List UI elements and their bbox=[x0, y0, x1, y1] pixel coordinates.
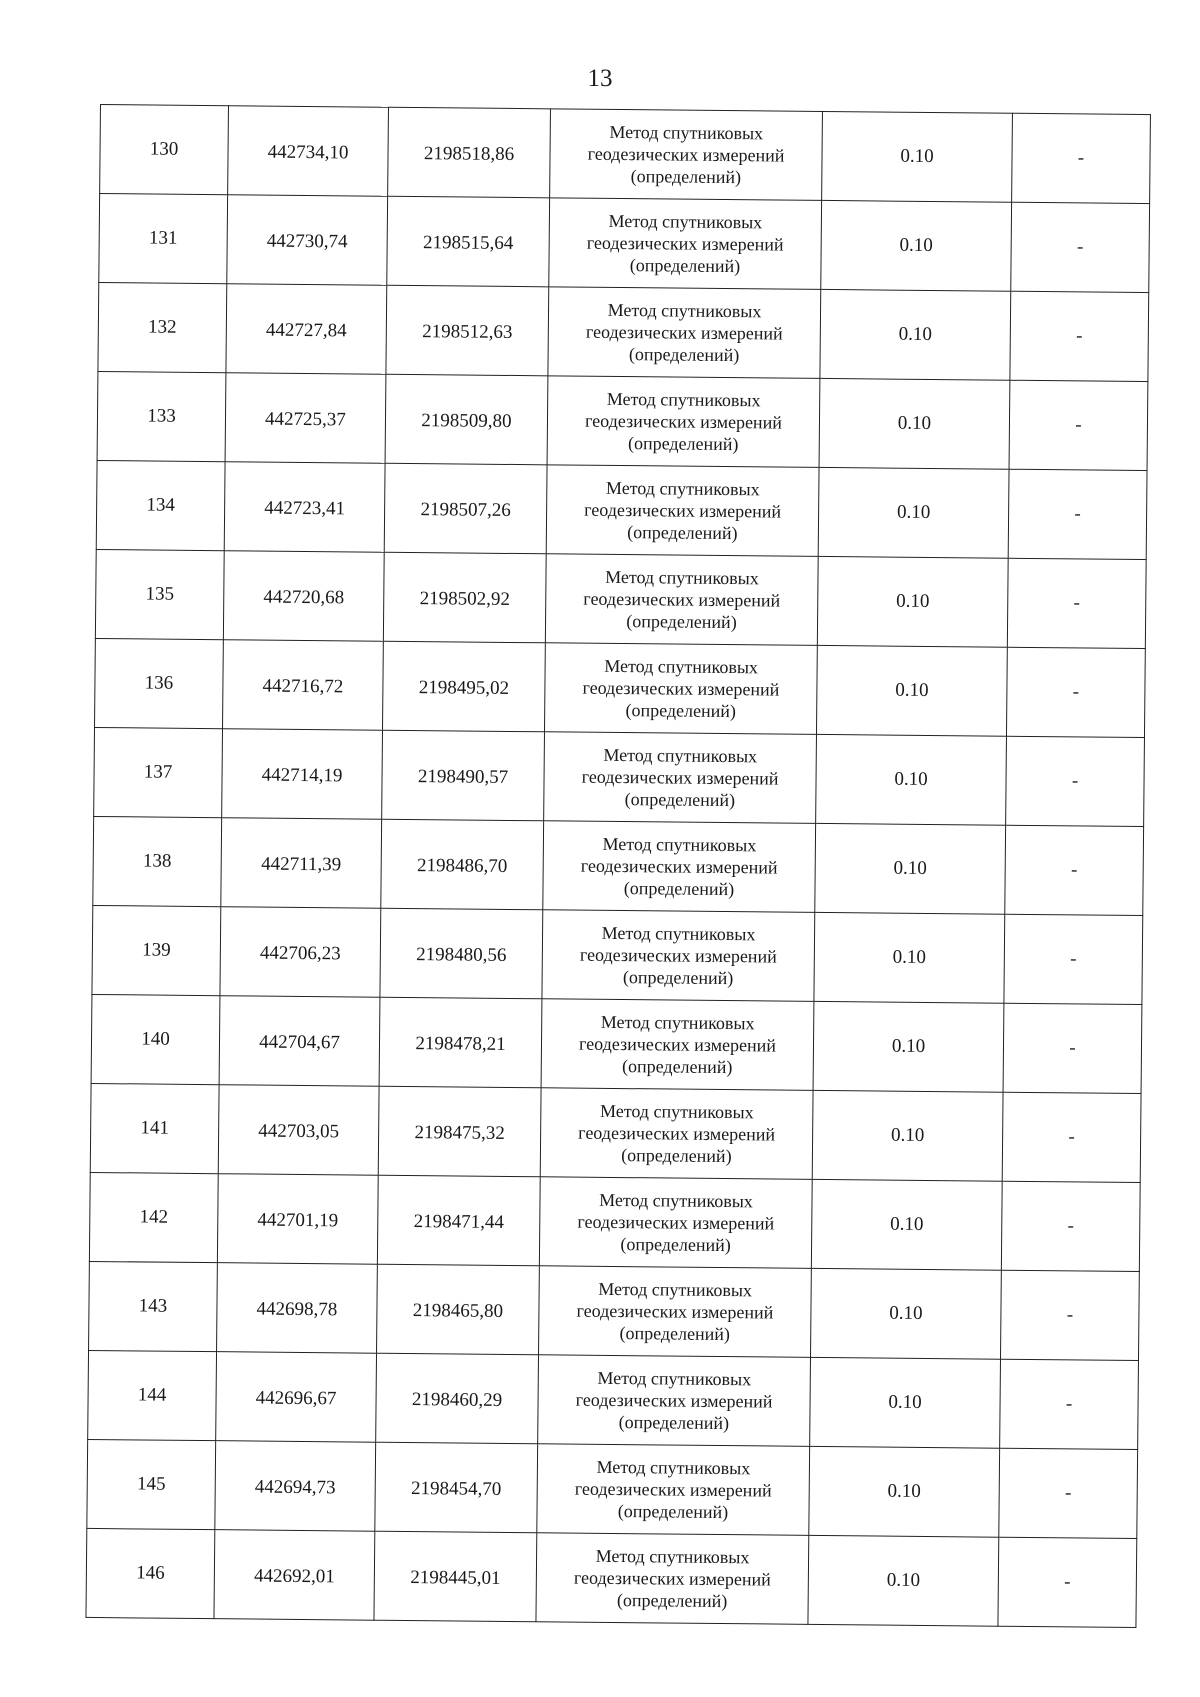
method-line: геодезических измерений bbox=[578, 1033, 777, 1056]
accuracy-cell: 0.10 bbox=[811, 1268, 1002, 1359]
extra-cell: - bbox=[1000, 1270, 1139, 1360]
method-line: (определений) bbox=[617, 1501, 729, 1523]
table-row bbox=[89, 1172, 1140, 1271]
coordinates-table bbox=[85, 104, 1150, 1628]
y-coordinate-cell: 2198490,57 bbox=[382, 730, 545, 821]
y-coordinate-cell: 2198475,32 bbox=[378, 1086, 541, 1177]
table-row bbox=[95, 549, 1146, 648]
method-line: геодезических измерений bbox=[584, 499, 782, 522]
x-coordinate-cell: 442716,72 bbox=[223, 640, 384, 731]
accuracy-cell: 0.10 bbox=[814, 912, 1005, 1003]
extra-cell: - bbox=[1012, 113, 1151, 203]
accuracy-cell: 0.10 bbox=[816, 734, 1007, 825]
method-line: (определений) bbox=[621, 1056, 733, 1078]
x-coordinate-cell: 442692,01 bbox=[214, 1530, 375, 1621]
extra-cell: - bbox=[1004, 914, 1143, 1004]
x-coordinate-cell: 442714,19 bbox=[222, 729, 383, 820]
extra-cell: - bbox=[1006, 736, 1145, 826]
method-line: Метод спутниковых bbox=[599, 1100, 754, 1123]
y-coordinate-cell: 2198495,02 bbox=[383, 641, 546, 732]
table-row bbox=[98, 282, 1149, 381]
method-line: Метод спутниковых bbox=[601, 922, 756, 945]
method-cell bbox=[544, 732, 817, 824]
x-coordinate-cell: 442723,41 bbox=[224, 462, 385, 553]
method-line: Метод спутниковых bbox=[606, 388, 761, 411]
method-line: геодезических измерений bbox=[581, 766, 779, 789]
extra-cell: - bbox=[1001, 1181, 1140, 1271]
method-line: (определений) bbox=[627, 522, 738, 544]
table-row bbox=[95, 638, 1146, 737]
point-number-cell: 138 bbox=[93, 816, 222, 906]
method-line: (определений) bbox=[623, 878, 735, 900]
y-coordinate-cell: 2198512,63 bbox=[386, 285, 549, 376]
extra-cell: - bbox=[999, 1448, 1138, 1538]
y-coordinate-cell: 2198460,29 bbox=[376, 1353, 539, 1444]
extra-cell: - bbox=[1003, 1003, 1142, 1093]
accuracy-cell: 0.10 bbox=[809, 1446, 1000, 1537]
table-row bbox=[97, 371, 1148, 470]
method-line: (определений) bbox=[624, 789, 736, 811]
point-number-cell: 144 bbox=[88, 1350, 217, 1440]
accuracy-cell: 0.10 bbox=[817, 556, 1008, 647]
point-number-cell: 137 bbox=[94, 727, 223, 817]
x-coordinate-cell: 442696,67 bbox=[216, 1352, 377, 1443]
x-coordinate-cell: 442703,05 bbox=[218, 1085, 379, 1176]
point-number-cell: 133 bbox=[97, 371, 226, 461]
extra-cell: - bbox=[1007, 558, 1146, 648]
table-row bbox=[92, 905, 1143, 1004]
method-line: геодезических измерений bbox=[587, 143, 785, 166]
extra-cell: - bbox=[1006, 647, 1145, 737]
accuracy-cell: 0.10 bbox=[822, 111, 1013, 202]
y-coordinate-cell: 2198471,44 bbox=[377, 1175, 540, 1266]
method-line: Метод спутниковых bbox=[607, 299, 762, 322]
method-cell bbox=[540, 1088, 813, 1180]
method-line: (определений) bbox=[627, 433, 739, 455]
method-line: геодезических измерений bbox=[580, 855, 778, 878]
point-number-cell: 134 bbox=[96, 460, 225, 550]
point-number-cell: 139 bbox=[92, 905, 221, 995]
method-line: Метод спутниковых bbox=[605, 566, 759, 589]
y-coordinate-cell: 2198518,86 bbox=[388, 107, 551, 198]
x-coordinate-cell: 442734,10 bbox=[228, 106, 389, 197]
point-number-cell: 130 bbox=[100, 105, 229, 195]
method-line: Метод спутниковых bbox=[600, 1011, 755, 1034]
extra-cell: - bbox=[998, 1537, 1137, 1627]
accuracy-cell: 0.10 bbox=[808, 1535, 999, 1626]
method-cell bbox=[539, 1177, 812, 1269]
y-coordinate-cell: 2198507,26 bbox=[384, 463, 547, 554]
method-line: геодезических измерений bbox=[577, 1211, 775, 1234]
method-cell bbox=[547, 376, 820, 468]
method-cell bbox=[549, 198, 822, 290]
method-cell bbox=[543, 821, 816, 913]
method-line: Метод спутниковых bbox=[597, 1367, 752, 1390]
method-line: (определений) bbox=[630, 166, 742, 188]
x-coordinate-cell: 442730,74 bbox=[227, 195, 388, 286]
method-line: Метод спутниковых bbox=[596, 1456, 751, 1479]
point-number-cell: 141 bbox=[90, 1083, 219, 1173]
accuracy-cell: 0.10 bbox=[820, 289, 1011, 380]
method-line: (определений) bbox=[625, 700, 736, 722]
page-number: 13 bbox=[587, 65, 613, 92]
extra-cell: - bbox=[1008, 469, 1147, 559]
point-number-cell: 131 bbox=[99, 194, 228, 284]
method-line: геодезических измерений bbox=[585, 321, 783, 344]
method-line: (определений) bbox=[618, 1412, 730, 1434]
x-coordinate-cell: 442694,73 bbox=[215, 1441, 376, 1532]
method-line: (определений) bbox=[629, 255, 741, 277]
accuracy-cell: 0.10 bbox=[815, 823, 1006, 914]
accuracy-cell: 0.10 bbox=[818, 467, 1009, 558]
table-row bbox=[93, 816, 1144, 915]
table-row bbox=[99, 194, 1150, 293]
method-cell bbox=[544, 643, 817, 735]
x-coordinate-cell: 442725,37 bbox=[225, 373, 386, 464]
x-coordinate-cell: 442706,23 bbox=[220, 907, 381, 998]
table-row bbox=[94, 727, 1145, 826]
table-row bbox=[89, 1261, 1140, 1360]
x-coordinate-cell: 442704,67 bbox=[219, 996, 380, 1087]
y-coordinate-cell: 2198480,56 bbox=[380, 908, 543, 999]
method-line: геодезических измерений bbox=[576, 1300, 774, 1323]
y-coordinate-cell: 2198465,80 bbox=[377, 1264, 540, 1355]
method-line: (определений) bbox=[621, 1145, 732, 1167]
point-number-cell: 142 bbox=[89, 1172, 218, 1262]
method-cell bbox=[542, 910, 815, 1002]
method-line: геодезических измерений bbox=[573, 1567, 771, 1590]
table-body bbox=[86, 105, 1150, 1628]
method-cell bbox=[550, 109, 823, 201]
method-line: Метод спутниковых bbox=[608, 210, 763, 233]
extra-cell: - bbox=[1002, 1092, 1141, 1182]
extra-cell: - bbox=[1010, 291, 1149, 381]
method-line: геодезических измерений bbox=[574, 1478, 772, 1501]
method-line: геодезических измерений bbox=[586, 232, 784, 255]
point-number-cell: 146 bbox=[86, 1528, 215, 1618]
accuracy-cell: 0.10 bbox=[813, 1001, 1004, 1092]
x-coordinate-cell: 442711,39 bbox=[221, 818, 382, 909]
method-line: Метод спутниковых bbox=[599, 1189, 753, 1212]
method-line: Метод спутниковых bbox=[598, 1278, 753, 1301]
method-cell bbox=[548, 287, 821, 379]
method-cell bbox=[545, 554, 818, 646]
table-row bbox=[96, 460, 1147, 559]
method-line: геодезических измерений bbox=[575, 1389, 773, 1412]
table-row bbox=[87, 1439, 1138, 1538]
y-coordinate-cell: 2198509,80 bbox=[385, 374, 548, 465]
table-row bbox=[86, 1528, 1137, 1627]
x-coordinate-cell: 442720,68 bbox=[223, 551, 384, 642]
method-line: Метод спутниковых bbox=[605, 477, 760, 500]
point-number-cell: 140 bbox=[91, 994, 220, 1084]
extra-cell: - bbox=[1005, 825, 1144, 915]
method-cell bbox=[538, 1355, 811, 1447]
y-coordinate-cell: 2198445,01 bbox=[374, 1531, 537, 1622]
method-line: геодезических измерений bbox=[582, 677, 780, 700]
extra-cell: - bbox=[1009, 380, 1148, 470]
method-line: Метод спутниковых bbox=[602, 833, 757, 856]
method-line: геодезических измерений bbox=[579, 944, 777, 967]
method-line: (определений) bbox=[620, 1234, 731, 1256]
accuracy-cell: 0.10 bbox=[811, 1179, 1002, 1270]
x-coordinate-cell: 442698,78 bbox=[217, 1263, 378, 1354]
point-number-cell: 132 bbox=[98, 282, 227, 372]
method-cell bbox=[541, 999, 814, 1091]
table-row bbox=[91, 994, 1142, 1093]
method-line: Метод спутниковых bbox=[603, 744, 758, 767]
y-coordinate-cell: 2198502,92 bbox=[383, 552, 546, 643]
method-line: геодезических измерений bbox=[583, 588, 781, 611]
table-row bbox=[88, 1350, 1139, 1449]
accuracy-cell: 0.10 bbox=[821, 200, 1012, 291]
method-line: (определений) bbox=[622, 967, 734, 989]
y-coordinate-cell: 2198515,64 bbox=[387, 196, 550, 287]
method-line: (определений) bbox=[616, 1590, 728, 1612]
point-number-cell: 143 bbox=[89, 1261, 218, 1351]
method-line: (определений) bbox=[628, 344, 740, 366]
method-line: (определений) bbox=[619, 1323, 731, 1345]
point-number-cell: 145 bbox=[87, 1439, 216, 1529]
method-line: Метод спутниковых bbox=[604, 655, 759, 678]
method-line: геодезических измерений bbox=[584, 410, 782, 433]
method-line: Метод спутниковых bbox=[609, 121, 764, 144]
point-number-cell: 136 bbox=[95, 638, 224, 728]
x-coordinate-cell: 442727,84 bbox=[226, 284, 387, 375]
extra-cell: - bbox=[1011, 202, 1150, 292]
method-line: Метод спутниковых bbox=[595, 1545, 750, 1568]
method-cell bbox=[539, 1266, 812, 1358]
accuracy-cell: 0.10 bbox=[812, 1090, 1003, 1181]
accuracy-cell: 0.10 bbox=[810, 1357, 1001, 1448]
method-line: (определений) bbox=[626, 611, 737, 633]
method-cell bbox=[536, 1533, 809, 1625]
table-row bbox=[100, 105, 1151, 204]
method-cell bbox=[546, 465, 819, 557]
point-number-cell: 135 bbox=[95, 549, 224, 639]
x-coordinate-cell: 442701,19 bbox=[217, 1174, 378, 1265]
method-line: геодезических измерений bbox=[578, 1122, 776, 1145]
extra-cell: - bbox=[1000, 1359, 1139, 1449]
y-coordinate-cell: 2198454,70 bbox=[375, 1442, 538, 1533]
y-coordinate-cell: 2198478,21 bbox=[379, 997, 542, 1088]
y-coordinate-cell: 2198486,70 bbox=[381, 819, 544, 910]
table-row bbox=[90, 1083, 1141, 1182]
accuracy-cell: 0.10 bbox=[816, 645, 1007, 736]
accuracy-cell: 0.10 bbox=[819, 378, 1010, 469]
method-cell bbox=[537, 1444, 810, 1536]
